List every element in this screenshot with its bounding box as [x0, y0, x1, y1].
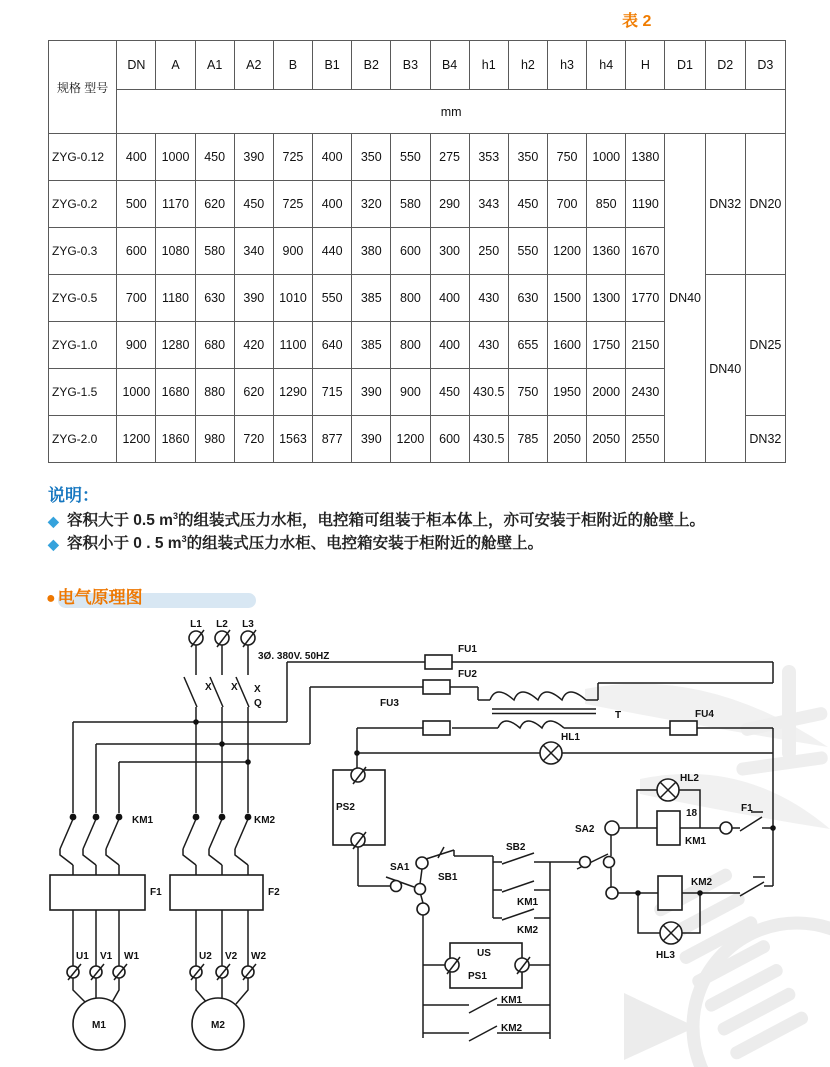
note-item [48, 532, 790, 555]
fuse-fu3 [423, 721, 450, 735]
value-cell: 700 [547, 181, 586, 228]
value-cell: 655 [508, 322, 547, 369]
value-cell: 290 [430, 181, 469, 228]
note-item [48, 509, 790, 532]
diamond-bullet-icon: ◆ [48, 513, 59, 529]
value-cell: 1770 [626, 275, 665, 322]
value-cell: 250 [469, 228, 508, 275]
d3-merged-cell: DN32 [745, 416, 785, 463]
slashed-terminals [67, 630, 530, 980]
value-cell: 620 [234, 369, 273, 416]
value-cell: 550 [313, 275, 352, 322]
notes-section [48, 481, 790, 556]
value-cell: 550 [508, 228, 547, 275]
value-cell: 450 [430, 369, 469, 416]
schematic-label-l1: L1 [190, 619, 202, 630]
value-cell: 450 [195, 134, 234, 181]
value-cell: 1300 [587, 275, 626, 322]
lamp-hl2 [657, 779, 679, 801]
schematic-label-t: T [615, 710, 622, 721]
schematic-label-u2: U2 [199, 951, 212, 962]
model-cell: ZYG-2.0 [49, 416, 117, 463]
schematic-label-l3: L3 [242, 619, 254, 630]
value-cell: 385 [352, 322, 391, 369]
table-body [49, 134, 786, 463]
schematic-label-u1: U1 [76, 951, 89, 962]
schematic-label-km2: KM2 [691, 877, 713, 888]
value-cell: 700 [117, 275, 156, 322]
value-cell: 1200 [117, 416, 156, 463]
schematic-label-km1: KM1 [132, 815, 154, 826]
column-header-h4: h4 [587, 41, 626, 90]
table-row [49, 134, 786, 181]
value-cell: 1380 [626, 134, 665, 181]
value-cell: 385 [352, 275, 391, 322]
value-cell: 390 [352, 416, 391, 463]
value-cell: 1010 [273, 275, 312, 322]
thermal-relay-f1-box [50, 875, 145, 910]
column-header-b2: B2 [352, 41, 391, 90]
schematic-label-3-380v-50hz: 3Ø. 380V. 50HZ [258, 651, 330, 662]
value-cell: 400 [313, 181, 352, 228]
value-cell: 900 [273, 228, 312, 275]
value-cell: 1750 [587, 322, 626, 369]
value-cell: 450 [234, 181, 273, 228]
schematic-section-heading [46, 583, 346, 609]
column-header-b: B [273, 41, 312, 90]
value-cell: 1080 [156, 228, 195, 275]
value-cell: 390 [234, 134, 273, 181]
schematic-label-km2: KM2 [254, 815, 276, 826]
thermal-relay-f2-box [170, 875, 263, 910]
schematic-label-ps1: PS1 [468, 971, 487, 982]
note-text: 容积大于 0.5 $m^3$的组装式压力水柜，电控箱可组装于柜本体上，亦可安装于柜附近的舱壁上。 [67, 510, 705, 529]
column-header-d1: D1 [665, 41, 705, 90]
value-cell: 1950 [547, 369, 586, 416]
value-cell: 620 [195, 181, 234, 228]
value-cell: 1563 [273, 416, 312, 463]
column-header-h1: h1 [469, 41, 508, 90]
fuse-fu4 [670, 721, 697, 735]
value-cell: 353 [469, 134, 508, 181]
schematic-label-m2: M2 [211, 1020, 225, 1031]
value-cell: 1670 [626, 228, 665, 275]
value-cell: 440 [313, 228, 352, 275]
unit-row [49, 90, 786, 134]
value-cell: 750 [547, 134, 586, 181]
schematic-label-km2: KM2 [517, 925, 539, 936]
value-cell: 1500 [547, 275, 586, 322]
schematic-label-f1: F1 [741, 803, 753, 814]
d1-merged-cell: DN40 [665, 134, 705, 463]
value-cell: 877 [313, 416, 352, 463]
value-cell: 340 [234, 228, 273, 275]
corner-header: 规格 型号 [49, 41, 117, 134]
column-header-h3: h3 [547, 41, 586, 90]
value-cell: 1200 [547, 228, 586, 275]
schematic-label-18: 18 [686, 808, 698, 819]
value-cell: 2550 [626, 416, 665, 463]
column-header-b1: B1 [313, 41, 352, 90]
value-cell: 2050 [587, 416, 626, 463]
value-cell: 715 [313, 369, 352, 416]
value-cell: 630 [508, 275, 547, 322]
schematic-label-fu1: FU1 [458, 644, 477, 655]
model-cell: ZYG-0.3 [49, 228, 117, 275]
value-cell: 1290 [273, 369, 312, 416]
value-cell: 350 [352, 134, 391, 181]
column-header-row [49, 41, 786, 90]
schematic-label-sb2: SB2 [506, 842, 526, 853]
schematic-label-l2: L2 [216, 619, 228, 630]
value-cell: 430 [469, 275, 508, 322]
schematic-label-km1: KM1 [517, 897, 539, 908]
schematic-label-f2: F2 [268, 887, 280, 898]
value-cell: 430 [469, 322, 508, 369]
column-header-b4: B4 [430, 41, 469, 90]
value-cell: 1100 [273, 322, 312, 369]
schematic-label-fu4: FU4 [695, 709, 714, 720]
value-cell: 630 [195, 275, 234, 322]
schematic-label-w1: W1 [124, 951, 139, 962]
schematic-label-km2: KM2 [501, 1023, 523, 1034]
value-cell: 2150 [626, 322, 665, 369]
value-cell: 400 [313, 134, 352, 181]
value-cell: 1280 [156, 322, 195, 369]
value-cell: 2430 [626, 369, 665, 416]
schematic-label-f1: F1 [150, 887, 162, 898]
model-cell: ZYG-1.0 [49, 322, 117, 369]
value-cell: 680 [195, 322, 234, 369]
value-cell: 900 [391, 369, 430, 416]
value-cell: 580 [391, 181, 430, 228]
d2-merged-cell: DN32 [705, 134, 745, 275]
schematic-label-km1: KM1 [685, 836, 707, 847]
value-cell: 430.5 [469, 369, 508, 416]
schematic-label-v1: V1 [100, 951, 113, 962]
schematic-label-km1: KM1 [501, 995, 523, 1006]
circle-bullet-icon: ● [46, 590, 56, 607]
value-cell: 580 [195, 228, 234, 275]
value-cell: 800 [391, 322, 430, 369]
value-cell: 880 [195, 369, 234, 416]
contactor-coil-km1 [657, 811, 680, 845]
value-cell: 1000 [587, 134, 626, 181]
value-cell: 400 [430, 275, 469, 322]
section-title: 电气原理图 [57, 588, 143, 607]
fuse-fu2 [423, 680, 450, 694]
schematic-label-x: X [205, 682, 212, 693]
value-cell: 320 [352, 181, 391, 228]
schematic-label-v2: V2 [225, 951, 238, 962]
value-cell: 400 [117, 134, 156, 181]
value-cell: 1360 [587, 228, 626, 275]
value-cell: 275 [430, 134, 469, 181]
value-cell: 1200 [391, 416, 430, 463]
value-cell: 1180 [156, 275, 195, 322]
value-cell: 1600 [547, 322, 586, 369]
schematic-label-fu2: FU2 [458, 669, 477, 680]
value-cell: 500 [117, 181, 156, 228]
schematic-label-w2: W2 [251, 951, 266, 962]
note-text: 容积小于 0 . 5 $m^3$的组装式压力水柜、电控箱安装于柜附近的舱壁上。 [67, 534, 544, 553]
schematic-labels [76, 619, 753, 1034]
value-cell: 2000 [587, 369, 626, 416]
schematic-label-sa1: SA1 [390, 862, 410, 873]
column-header-a2: A2 [234, 41, 273, 90]
lamp-hl1 [540, 742, 562, 764]
column-header-h2: h2 [508, 41, 547, 90]
value-cell: 785 [508, 416, 547, 463]
diamond-bullet-icon: ◆ [48, 536, 59, 553]
value-cell: 1860 [156, 416, 195, 463]
value-cell: 400 [430, 322, 469, 369]
table-caption: 表 2 [622, 13, 652, 30]
value-cell: 800 [391, 275, 430, 322]
value-cell: 1170 [156, 181, 195, 228]
schematic-label-hl1: HL1 [561, 732, 580, 743]
model-cell: ZYG-0.5 [49, 275, 117, 322]
value-cell: 1000 [117, 369, 156, 416]
value-cell: 450 [508, 181, 547, 228]
contactor-coil-km2 [658, 876, 682, 910]
value-cell: 720 [234, 416, 273, 463]
column-header-a: A [156, 41, 195, 90]
schematic-label-hl3: HL3 [656, 950, 675, 961]
fuse-fu1 [425, 655, 452, 669]
model-cell: ZYG-0.2 [49, 181, 117, 228]
value-cell: 900 [117, 322, 156, 369]
lamp-hl3 [660, 922, 682, 944]
schematic-label-us: US [477, 948, 491, 959]
value-cell: 750 [508, 369, 547, 416]
value-cell: 380 [352, 228, 391, 275]
column-header-dn: DN [117, 41, 156, 90]
notes-heading: 说明： [48, 486, 99, 505]
column-header-h: H [626, 41, 665, 90]
value-cell: 1000 [156, 134, 195, 181]
value-cell: 550 [391, 134, 430, 181]
wiring-diagram [40, 607, 830, 1067]
value-cell: 420 [234, 322, 273, 369]
value-cell: 640 [313, 322, 352, 369]
dimension-table [48, 40, 786, 463]
schematic-label-sa2: SA2 [575, 824, 595, 835]
schematic-label-ps2: PS2 [336, 802, 355, 813]
value-cell: 390 [234, 275, 273, 322]
column-header-b3: B3 [391, 41, 430, 90]
column-header-d2: D2 [705, 41, 745, 90]
d2-merged-cell: DN40 [705, 275, 745, 463]
value-cell: 350 [508, 134, 547, 181]
value-cell: 343 [469, 181, 508, 228]
schematic-label-x: X [254, 684, 261, 695]
value-cell: 600 [430, 416, 469, 463]
value-cell: 430.5 [469, 416, 508, 463]
value-cell: 725 [273, 181, 312, 228]
column-header-d3: D3 [745, 41, 785, 90]
schematic-label-hl2: HL2 [680, 773, 699, 784]
notes-list [48, 509, 790, 556]
column-header-a1: A1 [195, 41, 234, 90]
model-cell: ZYG-0.12 [49, 134, 117, 181]
value-cell: 300 [430, 228, 469, 275]
value-cell: 1190 [626, 181, 665, 228]
schematic-label-fu3: FU3 [380, 698, 399, 709]
value-cell: 850 [587, 181, 626, 228]
d3-merged-cell: DN20 [745, 134, 785, 275]
unit-cell: mm [117, 90, 786, 134]
value-cell: 600 [391, 228, 430, 275]
model-cell: ZYG-1.5 [49, 369, 117, 416]
d3-merged-cell: DN25 [745, 275, 785, 416]
value-cell: 1680 [156, 369, 195, 416]
value-cell: 725 [273, 134, 312, 181]
watermark-graphics [585, 665, 830, 1067]
value-cell: 2050 [547, 416, 586, 463]
value-cell: 600 [117, 228, 156, 275]
schematic-label-q: Q [254, 698, 262, 709]
value-cell: 390 [352, 369, 391, 416]
schematic-label-m1: M1 [92, 1020, 106, 1031]
schematic-label-sb1: SB1 [438, 872, 458, 883]
schematic-label-x: X [231, 682, 238, 693]
value-cell: 980 [195, 416, 234, 463]
